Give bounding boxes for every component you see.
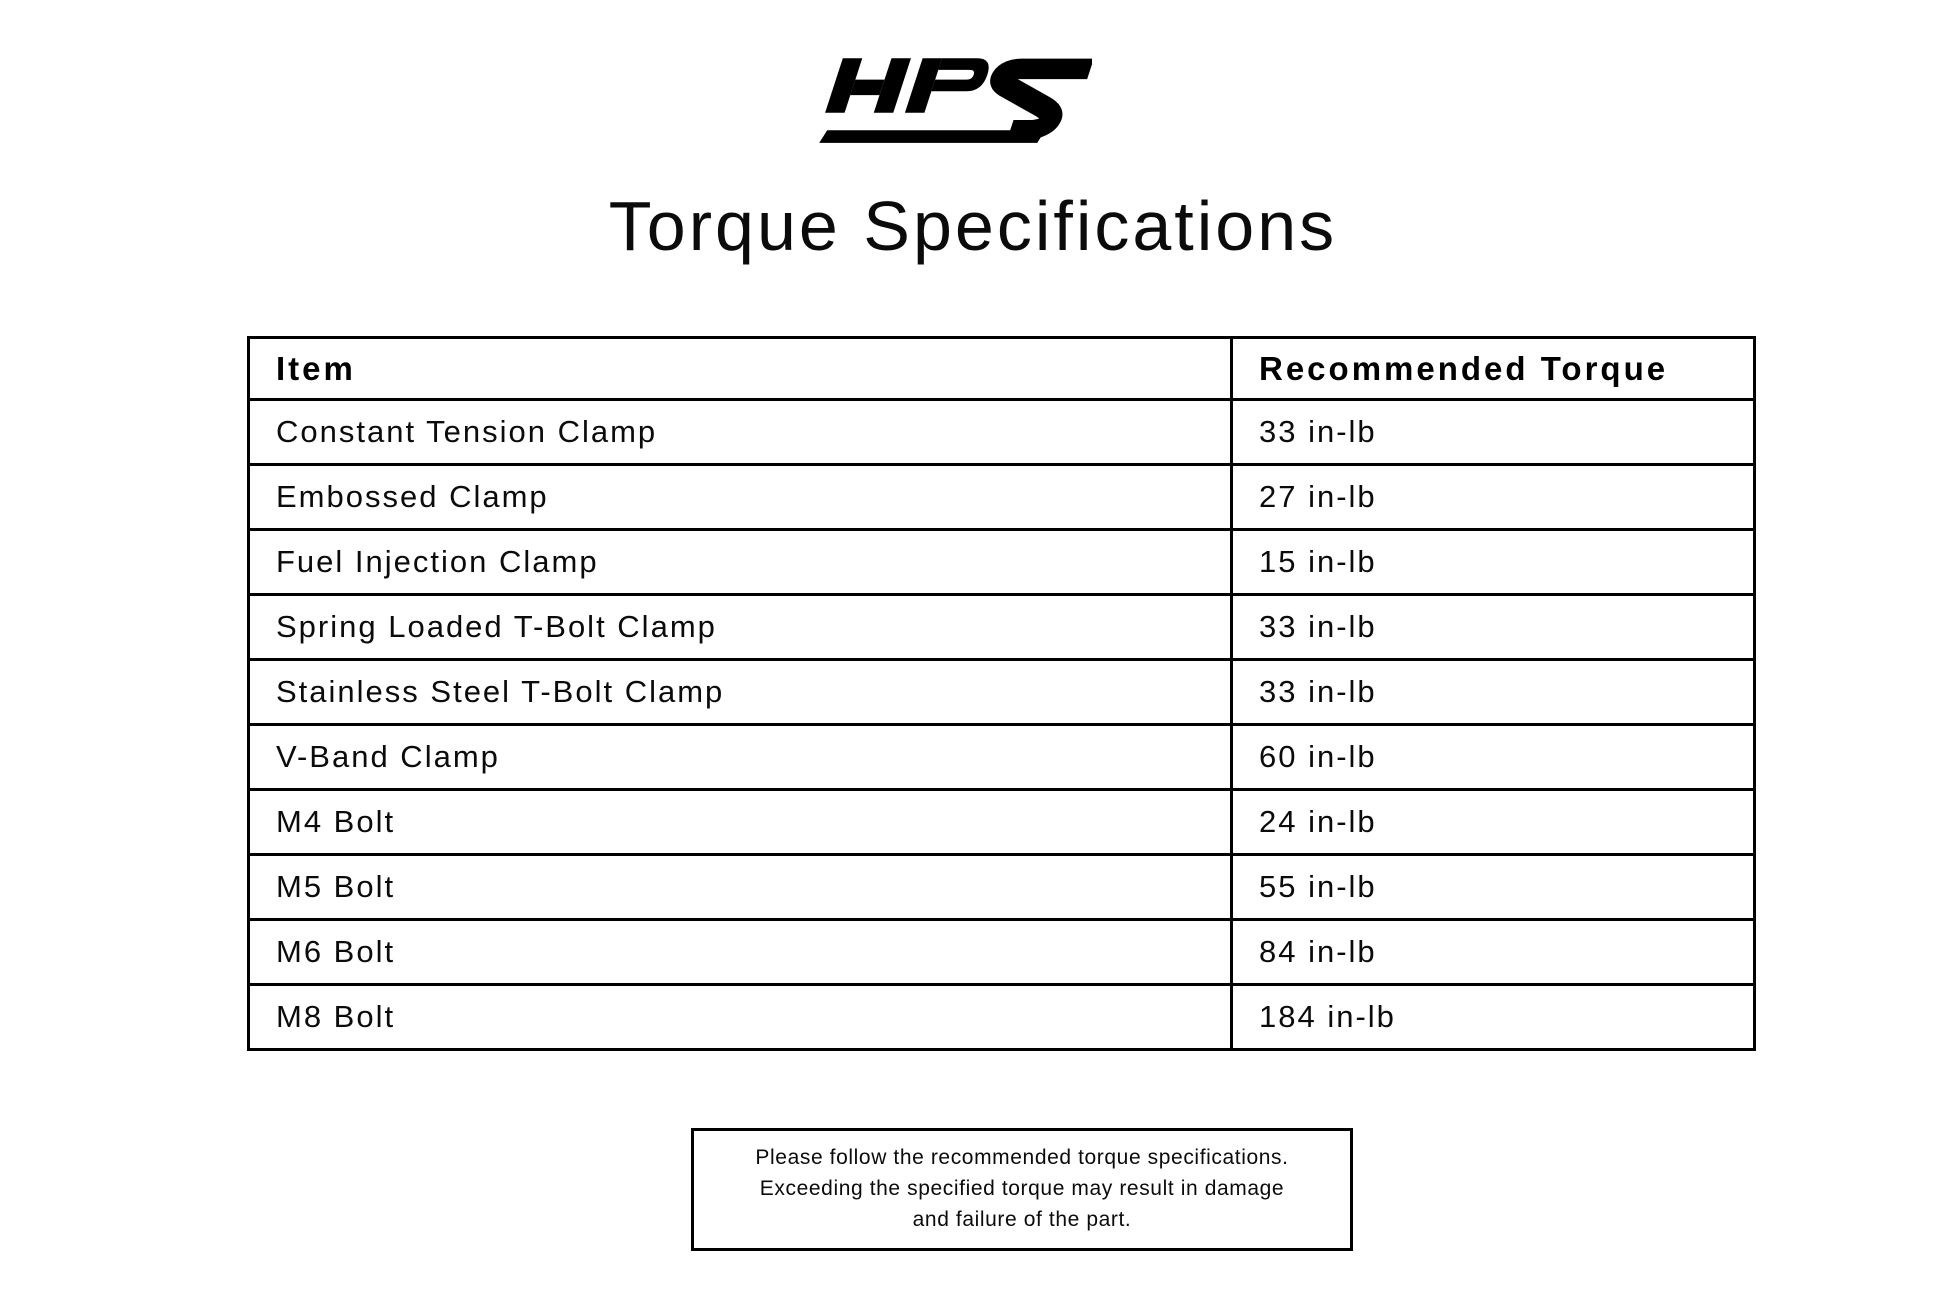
item-cell: Stainless Steel T-Bolt Clamp xyxy=(249,660,1232,725)
torque-warning-note xyxy=(691,1128,1353,1251)
table-body xyxy=(249,400,1755,1050)
column-header-item: Item xyxy=(249,338,1232,400)
item-cell: Fuel Injection Clamp xyxy=(249,530,1232,595)
torque-cell: 15 in-lb xyxy=(1232,530,1755,595)
item-cell: M8 Bolt xyxy=(249,985,1232,1050)
column-header-recommended-torque: Recommended Torque xyxy=(1232,338,1755,400)
torque-cell: 55 in-lb xyxy=(1232,855,1755,920)
note-line: Please follow the recommended torque specifications. xyxy=(755,1146,1289,1169)
torque-cell: 33 in-lb xyxy=(1232,595,1755,660)
table-row xyxy=(249,920,1755,985)
item-cell: Embossed Clamp xyxy=(249,465,1232,530)
item-cell: Spring Loaded T-Bolt Clamp xyxy=(249,595,1232,660)
item-cell: V-Band Clamp xyxy=(249,725,1232,790)
table-row xyxy=(249,530,1755,595)
table-row xyxy=(249,790,1755,855)
note-line: and failure of the part. xyxy=(912,1208,1132,1231)
torque-cell: 60 in-lb xyxy=(1232,725,1755,790)
table-row xyxy=(249,465,1755,530)
table-row xyxy=(249,985,1755,1050)
torque-cell: 33 in-lb xyxy=(1232,400,1755,465)
torque-cell: 33 in-lb xyxy=(1232,660,1755,725)
hps-logo xyxy=(800,58,1092,146)
item-cell: M5 Bolt xyxy=(249,855,1232,920)
item-cell: M6 Bolt xyxy=(249,920,1232,985)
table-row xyxy=(249,595,1755,660)
torque-cell: 24 in-lb xyxy=(1232,790,1755,855)
hps-logo-icon xyxy=(800,58,1092,146)
torque-cell: 84 in-lb xyxy=(1232,920,1755,985)
page-title: Torque Specifications xyxy=(608,187,1338,265)
item-cell: Constant Tension Clamp xyxy=(249,400,1232,465)
item-cell: M4 Bolt xyxy=(249,790,1232,855)
torque-cell: 27 in-lb xyxy=(1232,465,1755,530)
table-row xyxy=(249,400,1755,465)
note-line: Exceeding the specified torque may result in damage xyxy=(759,1177,1285,1200)
table-row xyxy=(249,855,1755,920)
table-header-row xyxy=(249,338,1755,400)
table-row xyxy=(249,725,1755,790)
torque-cell: 184 in-lb xyxy=(1232,985,1755,1050)
torque-spec-table xyxy=(247,336,1756,1051)
table-row xyxy=(249,660,1755,725)
